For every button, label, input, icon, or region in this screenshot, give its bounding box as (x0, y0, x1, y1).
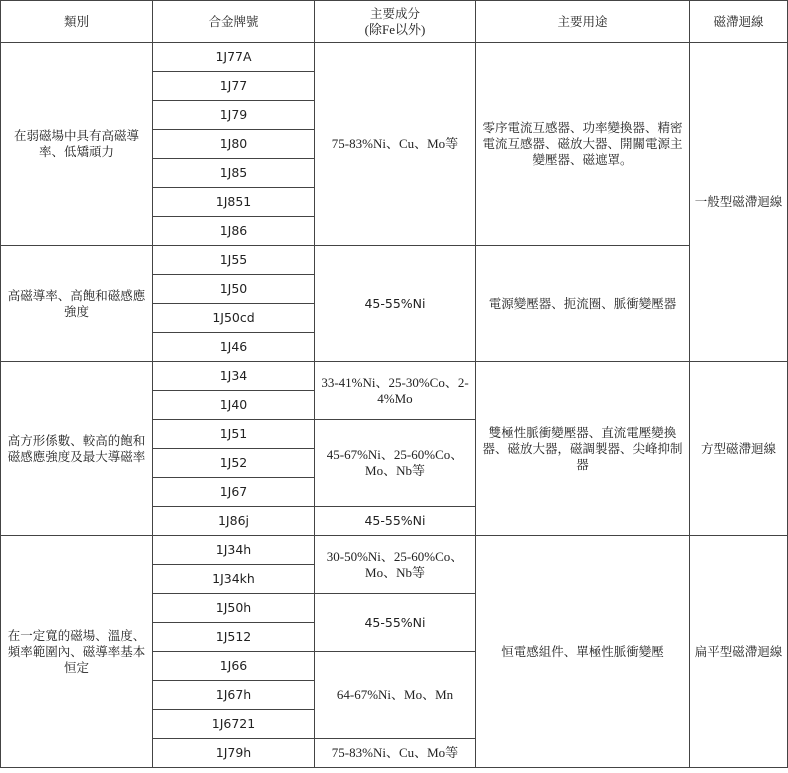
header-composition-line1: 主要成分 (369, 5, 420, 21)
grade-cell: 1J52 (153, 449, 315, 478)
header-grade: 合金牌號 (153, 1, 315, 43)
table-row (1, 246, 788, 275)
composition-cell: 75-83%Ni、Cu、Mo等 (315, 43, 476, 246)
category-cell: 高磁導率、高飽和磁感應強度 (1, 246, 153, 362)
header-category: 類別 (1, 1, 153, 43)
grade-cell: 1J851 (153, 188, 315, 217)
composition-cell: 45-67%Ni、25-60%Co、Mo、Nb等 (315, 420, 476, 507)
header-composition (315, 1, 476, 43)
grade-cell: 1J6721 (153, 710, 315, 739)
grade-cell: 1J79 (153, 101, 315, 130)
grade-cell: 1J67 (153, 478, 315, 507)
composition-cell: 64-67%Ni、Mo、Mn (315, 652, 476, 739)
loop-cell: 一般型磁滯迴線 (690, 43, 788, 362)
grade-cell: 1J86 (153, 217, 315, 246)
grade-cell: 1J40 (153, 391, 315, 420)
grade-cell: 1J67h (153, 681, 315, 710)
grade-cell: 1J50h (153, 594, 315, 623)
category-cell: 在一定寬的磁場、溫度、頻率範圍內、磁導率基本恒定 (1, 536, 153, 768)
composition-cell: 75-83%Ni、Cu、Mo等 (315, 739, 476, 768)
grade-cell: 1J50 (153, 275, 315, 304)
composition-cell: 45-55%Ni (315, 507, 476, 536)
grade-cell: 1J66 (153, 652, 315, 681)
grade-cell: 1J46 (153, 333, 315, 362)
usage-cell: 雙極性脈衝變壓器、直流電壓變換器、磁放大器，磁調製器、尖峰抑制器 (476, 362, 690, 536)
composition-cell: 30-50%Ni、25-60%Co、Mo、Nb等 (315, 536, 476, 594)
table-row (1, 43, 788, 72)
composition-cell: 33-41%Ni、25-30%Co、2-4%Mo (315, 362, 476, 420)
header-composition-line2: (除Fe以外) (364, 21, 426, 37)
grade-cell: 1J79h (153, 739, 315, 768)
header-row (1, 1, 788, 43)
grade-cell: 1J77A (153, 43, 315, 72)
grade-cell: 1J85 (153, 159, 315, 188)
usage-cell: 零序電流互感器、功率變換器、精密電流互感器、磁放大器、開關電源主變壓器、磁遮罩。 (476, 43, 690, 246)
composition-cell: 45-55%Ni (315, 594, 476, 652)
loop-cell: 扁平型磁滯迴線 (690, 536, 788, 768)
grade-cell: 1J34 (153, 362, 315, 391)
category-cell: 高方形係數、較高的飽和磁感應強度及最大導磁率 (1, 362, 153, 536)
category-cell: 在弱磁場中具有高磁導率、低矯頑力 (1, 43, 153, 246)
table-row (1, 536, 788, 565)
header-usage: 主要用途 (476, 1, 690, 43)
usage-cell: 恒電感組件、單極性脈衝變壓 (476, 536, 690, 768)
composition-cell: 45-55%Ni (315, 246, 476, 362)
grade-cell: 1J86j (153, 507, 315, 536)
grade-cell: 1J77 (153, 72, 315, 101)
usage-cell: 電源變壓器、扼流圈、脈衝變壓器 (476, 246, 690, 362)
table-row (1, 362, 788, 391)
loop-cell: 方型磁滯迴線 (690, 362, 788, 536)
grade-cell: 1J512 (153, 623, 315, 652)
header-loop: 磁滯迴線 (690, 1, 788, 43)
grade-cell: 1J34kh (153, 565, 315, 594)
grade-cell: 1J80 (153, 130, 315, 159)
grade-cell: 1J34h (153, 536, 315, 565)
grade-cell: 1J51 (153, 420, 315, 449)
grade-cell: 1J55 (153, 246, 315, 275)
grade-cell: 1J50cd (153, 304, 315, 333)
